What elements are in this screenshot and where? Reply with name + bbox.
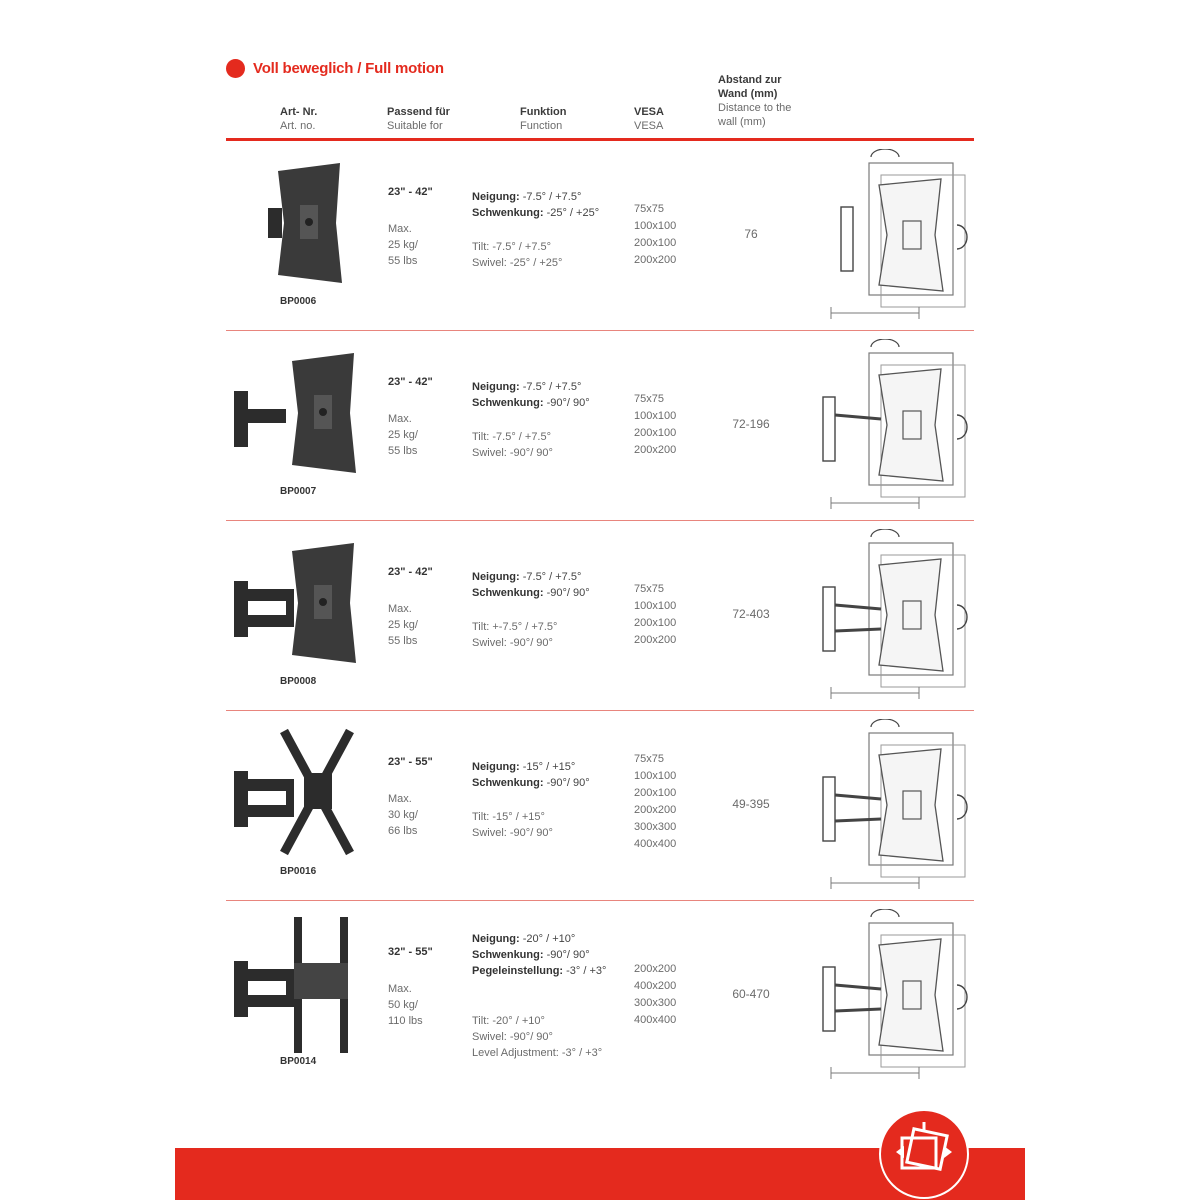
column-header-art-no: Art- Nr. Art. no.: [280, 106, 318, 132]
function-en: [472, 619, 557, 651]
function-en-line: Swivel: -90°/ 90°: [472, 637, 553, 649]
load-line: 25 kg/: [388, 429, 418, 441]
function-en-line: Swivel: -90°/ 90°: [472, 447, 553, 459]
function-de-value: -90°/ 90°: [543, 397, 590, 409]
vesa-size: 100x100: [634, 600, 677, 612]
max-load: [388, 791, 418, 839]
function-en-line: Swivel: -90°/ 90°: [472, 827, 553, 839]
function-de-value: -90°/ 90°: [543, 949, 590, 961]
vesa-size: 100x100: [634, 410, 677, 422]
product-row-bp0016: [226, 711, 974, 901]
wall-distance: 60-470: [732, 987, 770, 1001]
wall-mount-photo-icon: [226, 723, 366, 873]
load-line: 25 kg/: [388, 239, 418, 251]
product-row-bp0014: [226, 901, 974, 1091]
function-de-label: Schwenkung:: [472, 949, 544, 961]
function-en: [472, 1013, 602, 1061]
vesa-size: 200x200: [634, 254, 677, 266]
max-load: [388, 221, 418, 269]
wall-mount-photo-icon: [226, 533, 366, 683]
function-de-label: Neigung:: [472, 381, 520, 393]
function-en-line: Level Adjustment: -3° / +3°: [472, 1047, 603, 1059]
function-en-line: Tilt: -20° / +10°: [472, 1015, 545, 1027]
vesa-list: [634, 391, 676, 459]
vesa-size: 200x200: [634, 444, 677, 456]
section-title: Voll beweglich / Full motion: [253, 59, 444, 77]
technical-drawing-icon: [801, 909, 976, 1084]
load-line: 66 lbs: [388, 825, 418, 837]
function-en-line: Tilt: -7.5° / +7.5°: [472, 431, 552, 443]
red-dot-icon: [226, 59, 245, 78]
load-line: 55 lbs: [388, 255, 418, 267]
vesa-size: 200x100: [634, 787, 677, 799]
wall-mount-photo-icon: [226, 343, 366, 493]
art-number: BP0016: [280, 866, 317, 877]
art-number: BP0007: [280, 486, 317, 497]
function-de-value: -15° / +15°: [519, 761, 576, 773]
vesa-size: 200x100: [634, 427, 677, 439]
function-de-line: [472, 395, 590, 411]
load-line: Max.: [388, 793, 412, 805]
function-en-line: Tilt: -7.5° / +7.5°: [472, 241, 552, 253]
function-de-label: Neigung:: [472, 761, 520, 773]
function-en-line: Tilt: -15° / +15°: [472, 811, 545, 823]
screen-size: 23" - 42": [388, 186, 433, 198]
wall-mount-photo-icon: [226, 913, 366, 1063]
function-de-label: Schwenkung:: [472, 207, 544, 219]
load-line: Max.: [388, 603, 412, 615]
vesa-size: 400x400: [634, 838, 677, 850]
function-de-value: -90°/ 90°: [543, 777, 590, 789]
vesa-list: [634, 581, 676, 649]
vesa-size: 75x75: [634, 203, 664, 215]
function-de-value: -7.5° / +7.5°: [519, 571, 582, 583]
function-de-line: [472, 775, 590, 791]
wall-distance: 72-403: [732, 607, 770, 621]
technical-drawing-icon: [801, 149, 976, 324]
max-load: [388, 601, 418, 649]
function-en: [472, 429, 553, 461]
motion-mount-logo-icon: [878, 1108, 970, 1200]
vesa-size: 100x100: [634, 770, 677, 782]
function-en-line: Tilt: +-7.5° / +7.5°: [472, 621, 558, 633]
technical-drawing-icon: [801, 529, 976, 704]
vesa-size: 200x200: [634, 804, 677, 816]
product-row-bp0007: [226, 331, 974, 521]
function-de-label: Schwenkung:: [472, 777, 544, 789]
vesa-size: 400x400: [634, 1014, 677, 1026]
load-line: 25 kg/: [388, 619, 418, 631]
screen-size: 23" - 42": [388, 566, 433, 578]
vesa-size: 200x200: [634, 634, 677, 646]
function-de: [472, 759, 590, 791]
function-de-label: Neigung:: [472, 191, 520, 203]
function-de: [472, 931, 606, 979]
wall-distance: 72-196: [732, 417, 770, 431]
load-line: 110 lbs: [388, 1015, 423, 1027]
vesa-size: 75x75: [634, 583, 664, 595]
function-de-value: -7.5° / +7.5°: [519, 381, 582, 393]
function-de-value: -90°/ 90°: [543, 587, 590, 599]
function-de: [472, 379, 590, 411]
function-de-label: Neigung:: [472, 933, 520, 945]
function-de-line: [472, 947, 606, 963]
technical-drawing-icon: [801, 719, 976, 894]
vesa-list: [634, 201, 676, 269]
function-en-line: Swivel: -90°/ 90°: [472, 1031, 553, 1043]
function-de-value: -25° / +25°: [543, 207, 600, 219]
function-de-label: Pegeleinstellung:: [472, 965, 564, 977]
function-en-line: Swivel: -25° / +25°: [472, 257, 563, 269]
function-en: [472, 809, 553, 841]
function-de-label: Neigung:: [472, 571, 520, 583]
load-line: 55 lbs: [388, 635, 418, 647]
screen-size: 23" - 42": [388, 376, 433, 388]
function-de-line: [472, 585, 590, 601]
vesa-list: [634, 751, 676, 853]
art-number: BP0014: [280, 1056, 317, 1067]
wall-mount-photo-icon: [226, 153, 366, 303]
vesa-size: 100x100: [634, 220, 677, 232]
function-de-line: [472, 759, 590, 775]
column-header-function: Funktion Function: [520, 106, 567, 132]
vesa-size: 200x100: [634, 617, 677, 629]
load-line: Max.: [388, 983, 412, 995]
function-en: [472, 239, 562, 271]
function-de-line: [472, 189, 599, 205]
function-de-value: -3° / +3°: [563, 965, 607, 977]
product-row-bp0008: [226, 521, 974, 711]
function-de-label: Schwenkung:: [472, 587, 544, 599]
function-de: [472, 189, 599, 221]
vesa-size: 300x300: [634, 821, 677, 833]
function-de-label: Schwenkung:: [472, 397, 544, 409]
function-de-line: [472, 379, 590, 395]
screen-size: 23" - 55": [388, 756, 433, 768]
technical-drawing-icon: [801, 339, 976, 514]
max-load: [388, 411, 418, 459]
column-header-distance: Abstand zur Wand (mm) Distance to the wall (mm): [718, 74, 792, 128]
function-de-value: -20° / +10°: [519, 933, 576, 945]
vesa-list: [634, 961, 676, 1029]
art-number: BP0006: [280, 296, 317, 307]
load-line: 50 kg/: [388, 999, 418, 1011]
function-de-line: [472, 931, 606, 947]
vesa-size: 75x75: [634, 753, 664, 765]
function-de-line: [472, 205, 599, 221]
vesa-size: 200x100: [634, 237, 677, 249]
art-number: BP0008: [280, 676, 317, 687]
vesa-size: 400x200: [634, 980, 677, 992]
wall-distance: 49-395: [732, 797, 770, 811]
wall-distance: 76: [744, 227, 758, 241]
vesa-size: 200x200: [634, 963, 677, 975]
product-row-bp0006: [226, 141, 974, 331]
function-de-line: [472, 569, 590, 585]
section-heading: [226, 57, 444, 79]
function-de-line: [472, 963, 606, 979]
function-de: [472, 569, 590, 601]
function-de-value: -7.5° / +7.5°: [519, 191, 582, 203]
max-load: [388, 981, 423, 1029]
column-header-vesa: VESA VESA: [634, 106, 664, 132]
screen-size: 32" - 55": [388, 946, 433, 958]
load-line: 30 kg/: [388, 809, 418, 821]
vesa-size: 75x75: [634, 393, 664, 405]
load-line: Max.: [388, 223, 412, 235]
load-line: 55 lbs: [388, 445, 418, 457]
vesa-size: 300x300: [634, 997, 677, 1009]
column-header-suitable: Passend für Suitable for: [387, 106, 450, 132]
load-line: Max.: [388, 413, 412, 425]
